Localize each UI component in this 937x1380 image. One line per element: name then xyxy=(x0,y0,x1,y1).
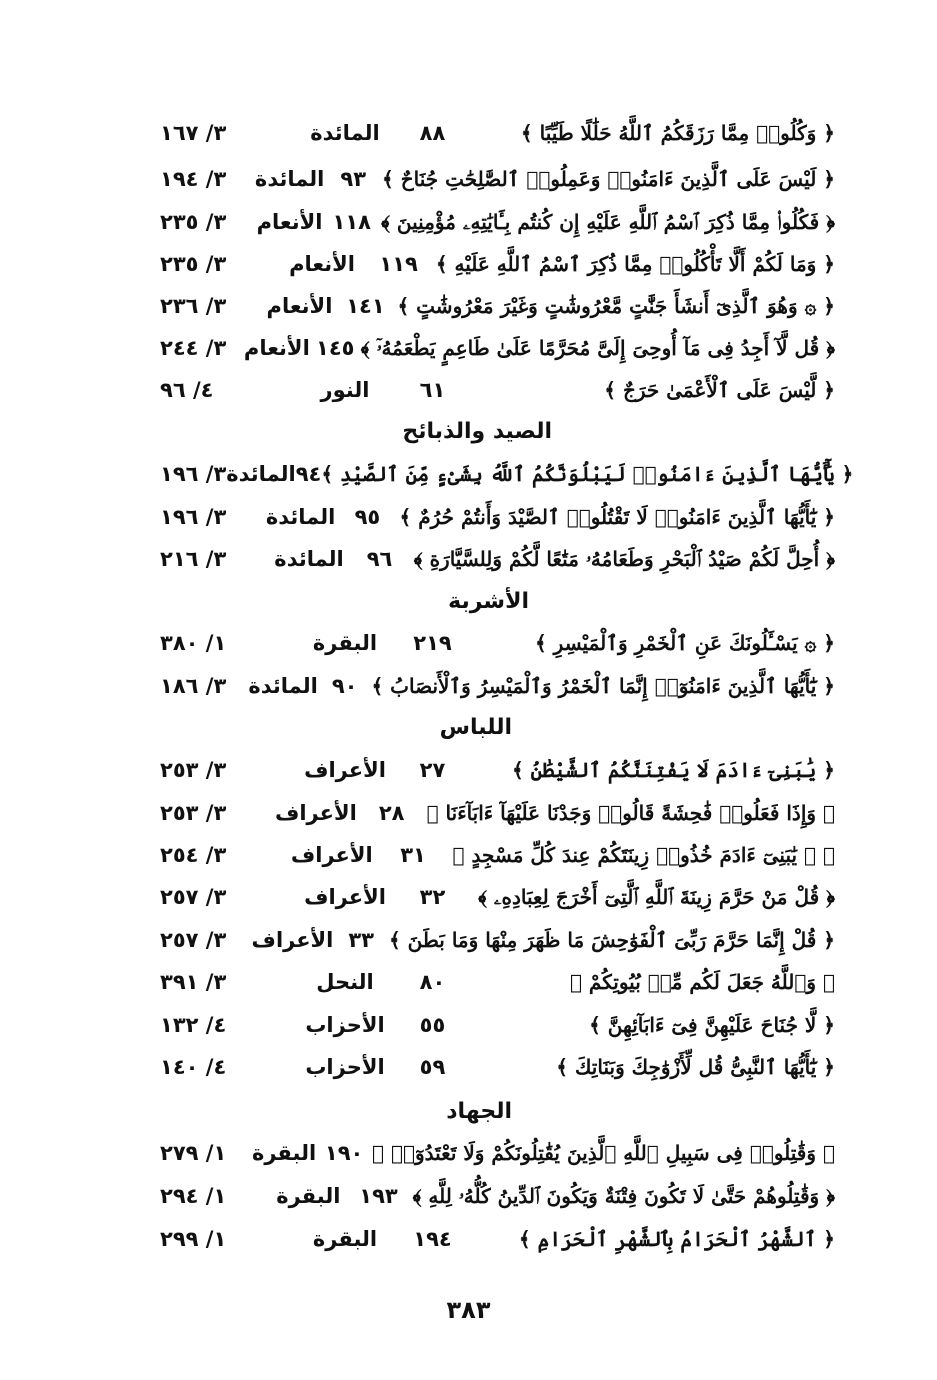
surah-name: البقرة xyxy=(276,1184,341,1208)
verse-number: ١٩٠ xyxy=(324,1141,364,1165)
verse-number: ٣١ xyxy=(400,843,426,867)
verse-number: ١٤٥ xyxy=(316,336,355,360)
verse-text: ﴿ ۞ وَهُوَ ٱلَّذِىٓ أَنشَأَ جَنَّٰتٍ مَّعْرُوشَٰتٍ وَغَيْرَ مَعْرُوشَٰتٍ ﴾ xyxy=(397,294,835,318)
index-row xyxy=(150,459,854,489)
index-row xyxy=(150,671,835,701)
volume-page-ref: ٣/ ٢٥٣ xyxy=(160,801,227,825)
verse-text: ﴿ وَإِذَا فَعَلُوا۟ فَٰحِشَةً قَالُوا۟ وَجَدْنَا عَلَيْهَآ ءَابَآءَنَا ﴾ xyxy=(426,801,835,825)
volume-page-ref: ٤/ ١٣٢ xyxy=(160,1013,227,1037)
verse-number: ١٩٤ xyxy=(413,1227,452,1251)
verse-text: ﴿ لَّا جُنَاحَ عَلَيْهِنَّ فِىٓ ءَابَآئِهِنَّ ﴾ xyxy=(589,1013,835,1037)
section-heading-drinks: الأشربة xyxy=(448,589,529,614)
surah-name: الأحزاب xyxy=(305,1055,385,1079)
volume-page-ref: ٣/ ٢٥٤ xyxy=(160,843,227,867)
section-heading-hunting: الصيد والذبائح xyxy=(402,419,552,444)
verse-text: ﴿ قُلْ إِنَّمَا حَرَّمَ رَبِّىَ ٱلْفَوَٰحِشَ مَا ظَهَرَ مِنْهَا وَمَا بَطَنَ ﴾ xyxy=(388,928,835,952)
verse-text: ﴿ قُل لَّآ أَجِدُ فِى مَآ أُوحِىَ إِلَىَّ مُحَرَّمًا عَلَىٰ طَاعِمٍ يَطْعَمُهُۥٓ ﴾ xyxy=(360,336,835,360)
verse-text: ﴿ وَقَٰتِلُوا۟ فِى سَبِيلِ ٱللَّهِ ٱلَّذِينَ يُقَٰتِلُونَكُمْ وَلَا تَعْتَدُوٓا۟ ﴾ xyxy=(372,1141,835,1165)
index-row xyxy=(150,502,835,532)
verse-text: ﴿ قُلْ مَنْ حَرَّمَ زِينَةَ ٱللَّهِ ٱلَّتِىٓ أَخْرَجَ لِعِبَادِهِۦ ﴾ xyxy=(478,885,835,909)
surah-name: المائدة xyxy=(274,547,344,571)
volume-page-ref: ٤/ ٩٦ xyxy=(160,378,214,402)
verse-number: ٩٣ xyxy=(340,167,367,191)
surah-name: البقرة xyxy=(312,1227,378,1251)
surah-name: البقرة xyxy=(312,631,378,655)
verse-number: ٥٩ xyxy=(419,1055,446,1079)
surah-name: الأعراف xyxy=(274,801,357,825)
verse-text: ﴿ لَيْسَ عَلَى ٱلَّذِينَ ءَامَنُوا۟ وَعَمِلُوا۟ ٱلصَّٰلِحَٰتِ جُنَاحٌ ﴾ xyxy=(382,167,835,191)
surah-name: الأعراف xyxy=(290,843,373,867)
verse-text: ﴿ ٱلشَّهْرُ ٱلْحَرَامُ بِٱلشَّهْرِ ٱلْحَرَامِ ﴾ xyxy=(518,1227,835,1251)
surah-name: المائدة xyxy=(248,674,318,698)
verse-text: ﴿ يَٰبَنِىٓ ءَادَمَ لَا يَفْتِنَنَّكُمُ ٱلشَّيْطَٰنُ ﴾ xyxy=(511,758,835,782)
surah-name: الأنعام xyxy=(289,252,355,276)
index-row xyxy=(150,375,835,405)
index-row xyxy=(150,291,835,321)
index-row xyxy=(150,1224,835,1254)
surah-name: الأحزاب xyxy=(305,1013,385,1037)
volume-page-ref: ٣/ ٢٣٥ xyxy=(160,210,227,234)
volume-page-ref: ٣/ ٢٤٤ xyxy=(160,336,227,360)
volume-page-ref: ٤/ ١٤٠ xyxy=(160,1055,227,1079)
verse-number: ٩٠ xyxy=(331,674,358,698)
verse-text: ﴿ أُحِلَّ لَكُمْ صَيْدُ ٱلْبَحْرِ وَطَعَامُهُۥ مَتَٰعًا لَّكُمْ وَلِلسَّيَّارَةِ ﴾ xyxy=(413,547,835,571)
verse-number: ٦١ xyxy=(419,378,446,402)
verse-number: ٩٦ xyxy=(366,547,393,571)
index-row xyxy=(150,1010,835,1040)
surah-name: المائدة xyxy=(226,462,296,486)
page-number: ٣٨٣ xyxy=(446,1296,491,1324)
volume-page-ref: ٣/ ١٩٤ xyxy=(160,167,227,191)
surah-name: الأعراف xyxy=(304,885,386,909)
volume-page-ref: ١/ ٢٧٩ xyxy=(160,1141,227,1165)
index-row xyxy=(150,1138,835,1168)
index-row xyxy=(150,925,835,955)
verse-number: ١١٨ xyxy=(332,210,371,234)
index-row xyxy=(150,755,835,785)
index-row xyxy=(150,628,835,658)
volume-page-ref: ١/ ٣٨٠ xyxy=(160,631,227,655)
volume-page-ref: ٣/ ٣٩١ xyxy=(160,970,227,994)
index-row xyxy=(150,544,835,574)
index-row xyxy=(150,1181,835,1211)
section-heading-jihad: الجهاد xyxy=(446,1099,512,1124)
verse-number: ٣٣ xyxy=(348,928,374,952)
volume-page-ref: ٣/ ٢٣٥ xyxy=(160,252,227,276)
index-row xyxy=(150,840,835,870)
verse-number: ٢١٩ xyxy=(413,631,452,655)
verse-text: ﴿ وَقَٰتِلُوهُمْ حَتَّىٰ لَا تَكُونَ فِتْنَةٌ وَيَكُونَ ٱلدِّينُ كُلُّهُۥ لِلَّهِ ﴾ xyxy=(412,1184,835,1208)
surah-name: المائدة xyxy=(254,167,325,191)
index-row xyxy=(150,249,835,279)
surah-name: الأعراف xyxy=(251,928,334,952)
surah-name: النور xyxy=(320,378,370,402)
surah-name: المائدة xyxy=(265,505,336,529)
volume-page-ref: ٣/ ١٨٦ xyxy=(160,674,227,698)
index-row xyxy=(150,207,835,237)
verse-text: ﴿ يَٰٓأَيُّهَا ٱلَّذِينَ ءَامَنُوٓا۟ إِنَّمَا ٱلْخَمْرُ وَٱلْمَيْسِرُ وَٱلْأَنصَابُ ﴾ xyxy=(371,674,835,698)
verse-number: ٣٢ xyxy=(419,885,446,909)
verse-number: ١٩٣ xyxy=(359,1184,398,1208)
volume-page-ref: ٣/ ٢٥٣ xyxy=(160,758,227,782)
verse-number: ٩٤ xyxy=(295,462,322,486)
verse-text: ﴿ وَكُلُوا۟ مِمَّا رَزَقَكُمُ ٱللَّهُ حَلَٰلًا طَيِّبًا ﴾ xyxy=(520,121,835,145)
volume-page-ref: ١/ ٢٩٩ xyxy=(160,1227,227,1251)
index-row xyxy=(150,967,835,997)
surah-name: المائدة xyxy=(310,121,380,145)
section-heading-clothing: اللباس xyxy=(439,715,512,740)
verse-text: ﴿ ۞ يَٰبَنِىٓ ءَادَمَ خُذُوا۟ زِينَتَكُمْ عِندَ كُلِّ مَسْجِدٍ ﴾ xyxy=(452,843,835,867)
volume-page-ref: ٣/ ٢١٦ xyxy=(160,547,227,571)
verse-number: ٩٥ xyxy=(354,505,381,529)
index-row xyxy=(150,118,835,148)
verse-number: ٨٠ xyxy=(419,970,446,994)
surah-name: الأنعام xyxy=(266,294,333,318)
verse-text: ﴿ يَٰٓأَيُّهَا ٱلَّذِينَ ءَامَنُوا۟ لَا تَقْتُلُوا۟ ٱلصَّيْدَ وَأَنتُمْ حُرُمٌ ﴾ xyxy=(399,505,835,529)
verse-number: ٨٨ xyxy=(419,121,446,145)
index-row xyxy=(150,333,835,363)
verse-number: ٢٨ xyxy=(378,801,405,825)
verse-number: ٢٧ xyxy=(419,758,446,782)
surah-name: الأنعام xyxy=(256,210,323,234)
surah-name: النحل xyxy=(316,970,374,994)
verse-text: ﴿ وَٱللَّهُ جَعَلَ لَكُم مِّنۢ بُيُوتِكُمْ ﴾ xyxy=(569,970,835,994)
volume-page-ref: ١/ ٢٩٤ xyxy=(160,1184,227,1208)
verse-text: ﴿ فَكُلُوا۟ مِمَّا ذُكِرَ ٱسْمُ ٱللَّهِ عَلَيْهِ إِن كُنتُم بِـَٔايَٰتِهِۦ مُؤْمِنِينَ ﴾ xyxy=(381,210,835,234)
verse-text: ﴿ يَٰٓأَيُّهَا ٱلنَّبِىُّ قُل لِّأَزْوَٰجِكَ وَبَنَاتِكَ ﴾ xyxy=(556,1055,835,1079)
surah-name: الأنعام xyxy=(243,336,310,360)
verse-number: ١٤١ xyxy=(346,294,385,318)
verse-text: ﴿ لَّيْسَ عَلَى ٱلْأَعْمَىٰ حَرَجٌ ﴾ xyxy=(604,378,835,402)
index-row xyxy=(150,798,835,828)
index-row xyxy=(150,882,835,912)
verse-number: ٥٥ xyxy=(419,1013,446,1037)
volume-page-ref: ٣/ ٢٣٦ xyxy=(160,294,227,318)
volume-page-ref: ٣/ ١٩٦ xyxy=(160,462,227,486)
surah-name: البقرة xyxy=(251,1141,317,1165)
index-row xyxy=(150,1052,835,1082)
volume-page-ref: ٣/ ٢٥٧ xyxy=(160,885,227,909)
verse-text: ﴿ ۞ يَسْـَٔلُونَكَ عَنِ ٱلْخَمْرِ وَٱلْمَيْسِرِ ﴾ xyxy=(535,631,835,655)
verse-number: ١١٩ xyxy=(379,252,418,276)
surah-name: الأعراف xyxy=(304,758,386,782)
volume-page-ref: ٣/ ١٦٧ xyxy=(160,121,227,145)
verse-text: ﴿ يَٰٓأَيُّهَا ٱلَّذِينَ ءَامَنُوا۟ لَيَبْلُوَنَّكُمُ ٱللَّهُ بِشَىْءٍ مِّنَ ٱلصَّيْدِ ﴾ xyxy=(321,462,854,486)
verse-text: ﴿ وَمَا لَكُمْ أَلَّا تَأْكُلُوا۟ مِمَّا ذُكِرَ ٱسْمُ ٱللَّهِ عَلَيْهِ ﴾ xyxy=(435,252,836,276)
index-row xyxy=(150,164,835,194)
volume-page-ref: ٣/ ١٩٦ xyxy=(160,505,227,529)
volume-page-ref: ٣/ ٢٥٧ xyxy=(160,928,227,952)
